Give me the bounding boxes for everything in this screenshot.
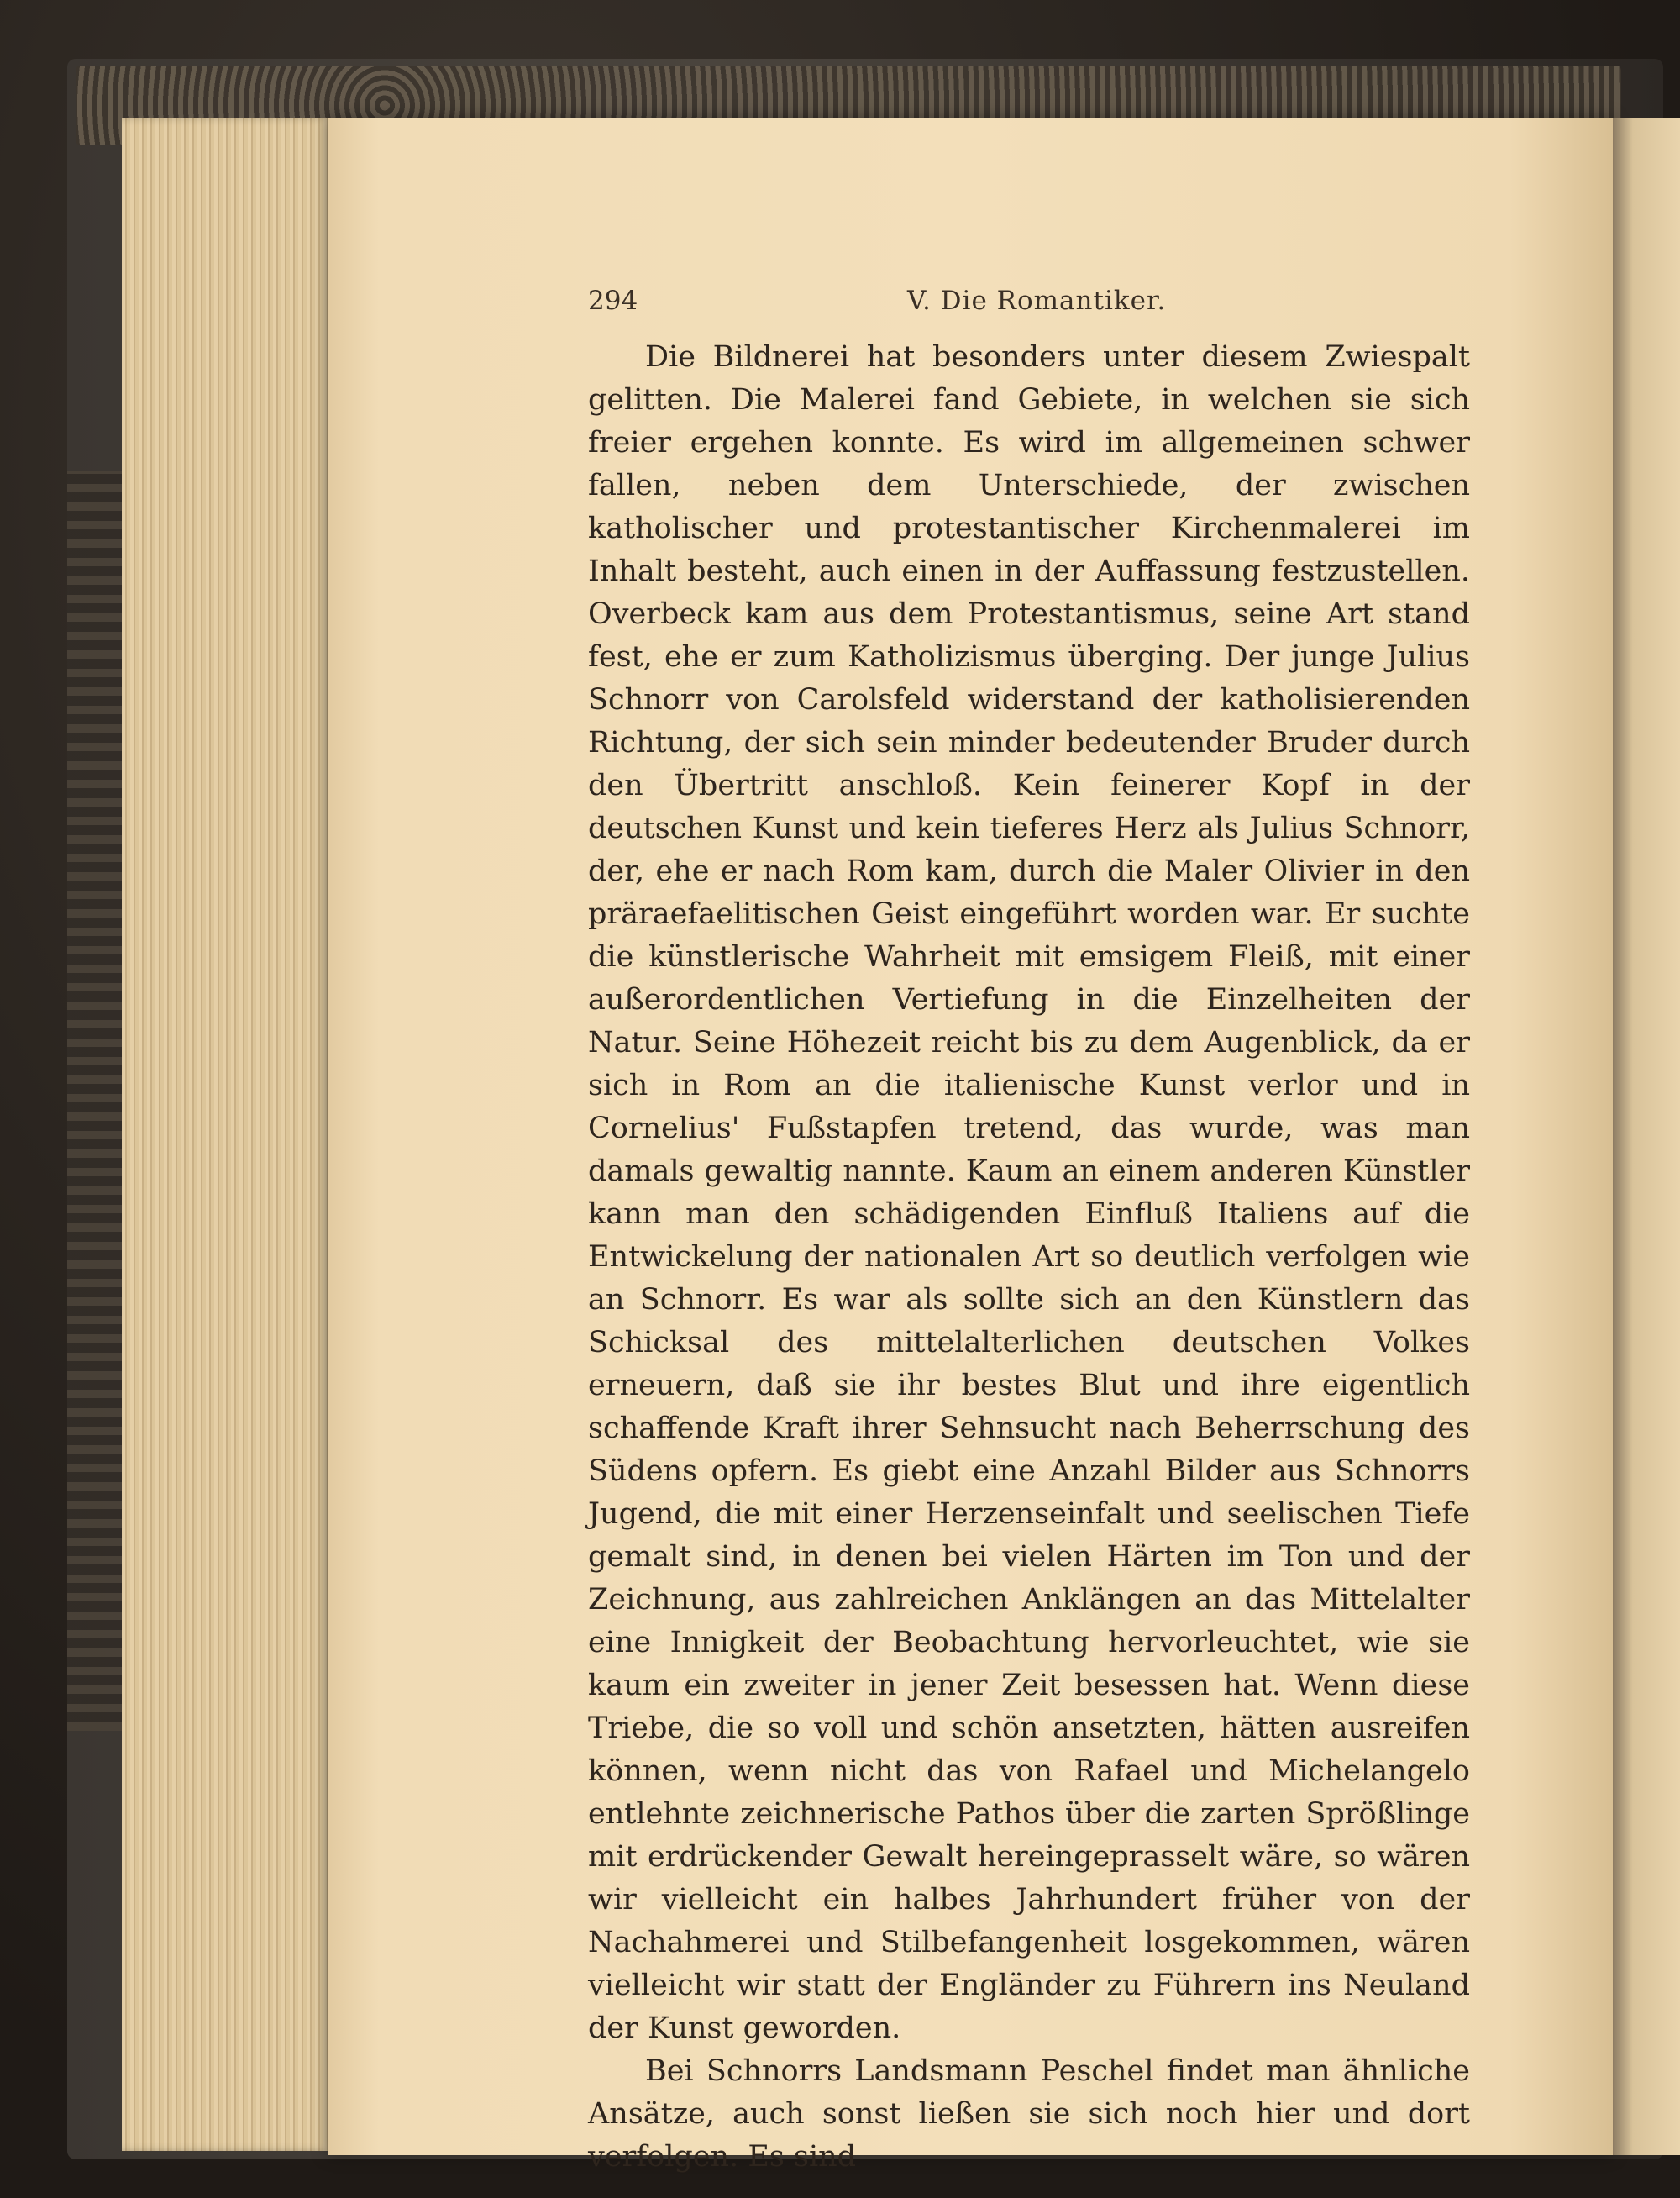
page-number: 294 — [588, 286, 638, 316]
page-header — [588, 286, 1470, 328]
marbled-cover-edge — [67, 471, 126, 1731]
facing-page-edge — [1613, 118, 1680, 2155]
body-text — [588, 336, 1470, 2179]
paragraph-1: Die Bildnerei hat besonders unter diesem Zwiespalt gelitten. Die Malerei fand Gebiete, in welchen sie sich freier ergehen konnte. Es wird im allgemeinen schwer fallen, neben dem Unterschiede, der zwischen katholischer und protestantischer Kirchenmalerei im Inhalt besteht, auch einen in der Auffassung festzustellen. Overbeck kam aus dem Protestantismus, seine Art stand fest, ehe er zum Katholizismus überging. Der junge Julius Schnorr von Carolsfeld widerstand der katholisierenden Richtung, der sich sein minder bedeutender Bruder durch den Übertritt anschloß. Kein feinerer Kopf in der deutschen Kunst und kein tieferes Herz als Julius Schnorr, der, ehe er nach Rom kam, durch die Maler Olivier in den präraefaelitischen Geist eingeführt worden war. Er suchte die künstlerische Wahrheit mit emsigem Fleiß, mit einer außerordentlichen Vertiefung in die Einzelheiten der Natur. Seine Höhezeit reicht bis zu dem Augenblick, da er sich in Rom an die italienische Kunst verlor und in Cornelius' Fußstapfen tretend, das wurde, was man damals gewaltig nannte. Kaum an einem anderen Künstler kann man den schädigenden Einfluß Italiens auf die Entwickelung der nationalen Art so deutlich verfolgen wie an Schnorr. Es war als sollte sich an den Künstlern das Schicksal des mittelalterlichen deutschen Volkes erneuern, daß sie ihr bestes Blut und ihre eigentlich schaffende Kraft ihrer Sehnsucht nach Beherrschung des Südens opfern. Es giebt eine Anzahl Bilder aus Schnorrs Jugend, die mit einer Herzenseinfalt und seelischen Tiefe gemalt sind, in denen bei vielen Härten im Ton und der Zeichnung, aus zahlreichen Anklängen an das Mittelalter eine Innigkeit der Beobachtung hervorleuchtet, wie sie kaum ein zweiter in jener Zeit besessen hat. Wenn diese Triebe, die so voll und schön ansetzten, hätten ausreifen können, wenn nicht das von Rafael und Michelangelo entlehnte zeichnerische Pathos über die zarten Sprößlinge mit erdrückender Gewalt hereingeprasselt wäre, so wären wir vielleicht ein halbes Jahrhundert früher von der Nachahmerei und Stilbefangenheit losgekommen, wären vielleicht wir statt der Engländer zu Führern ins Neuland der Kunst geworden. — [588, 340, 1470, 2045]
running-title: V. Die Romantiker. — [907, 286, 1167, 316]
page-edges-stack — [122, 118, 332, 2151]
paragraph-2: Bei Schnorrs Landsmann Peschel findet man ähnliche Ansätze, auch sonst ließen sie sich noch hier und dort verfolgen. Es sind — [588, 2054, 1470, 2174]
